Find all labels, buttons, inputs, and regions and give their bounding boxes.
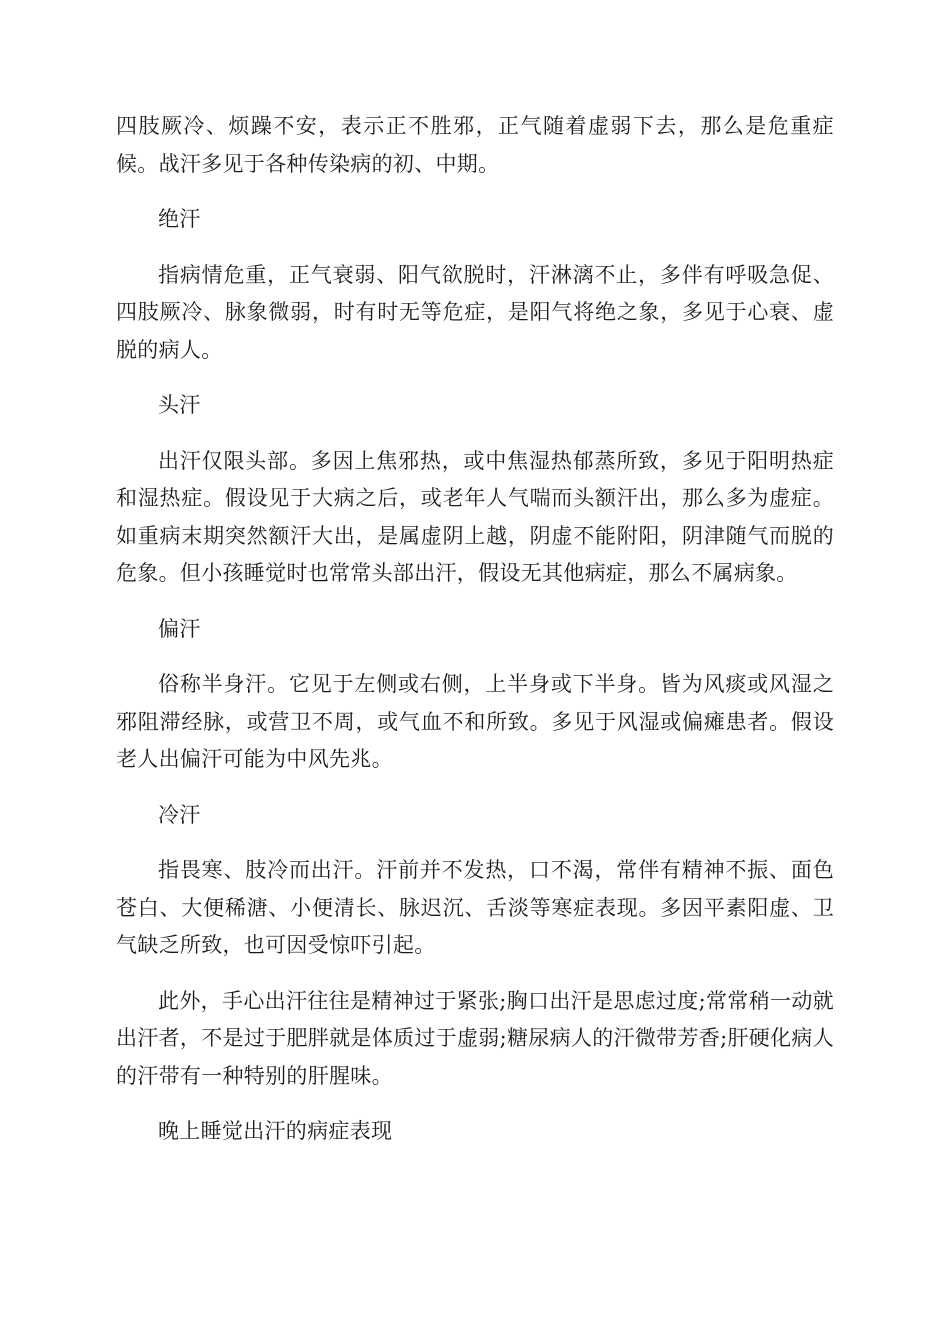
body-paragraph: 指病情危重，正气衰弱、阳气欲脱时，汗淋漓不止，多伴有呼吸急促、四肢厥冷、脉象微弱，时有时无等危症，是阳气将绝之象，多见于心衰、虚脱的病人。	[116, 262, 834, 362]
section-heading-leng-han: 冷汗	[158, 802, 201, 827]
body-paragraph: 出汗仅限头部。多因上焦邪热，或中焦湿热郁蒸所致，多见于阳明热症和湿热症。假设见于大病之后，或老年人气喘而头额汗出，那么多为虚症。如重病末期突然额汗大出，是属虚阴上越，阴虚不能附阳，阴津随气而脱的危象。但小孩睡觉时也常常头部出汗，假设无其他病症，那么不属病象。	[116, 448, 834, 585]
section-heading-tou-han: 头汗	[158, 393, 201, 417]
body-paragraph: 指畏寒、肢冷而出汗。汗前并不发热，口不渴，常伴有精神不振、面色苍白、大便稀溏、小便清长、脉迟沉、舌淡等寒症表现。多因平素阳虚、卫气缺乏所致，也可因受惊吓引起。	[116, 858, 834, 957]
body-paragraph: 俗称半身汗。它见于左侧或右侧，上半身或下半身。皆为风痰或风湿之邪阻滞经脉，或营卫不周，或气血不和所致。多见于风湿或偏瘫患者。假设老人出偏汗可能为中风先兆。	[116, 672, 834, 771]
section-heading-jue-han: 绝汗	[158, 207, 201, 231]
section-heading-pian-han: 偏汗	[158, 616, 201, 641]
body-paragraph: 此外，手心出汗往往是精神过于紧张;胸口出汗是思虑过度;常常稍一动就出汗者，不是过于肥胖就是体质过于虚弱;糖尿病人的汗微带芳香;肝硬化病人的汗带有一种特别的肝腥味。	[116, 988, 834, 1088]
continuation-paragraph: 四肢厥冷、烦躁不安，表示正不胜邪，正气随着虚弱下去，那么是危重症候。战汗多见于各种传染病的初、中期。	[116, 114, 834, 176]
section-heading-night-sweat: 晚上睡觉出汗的病症表现	[158, 1119, 393, 1143]
